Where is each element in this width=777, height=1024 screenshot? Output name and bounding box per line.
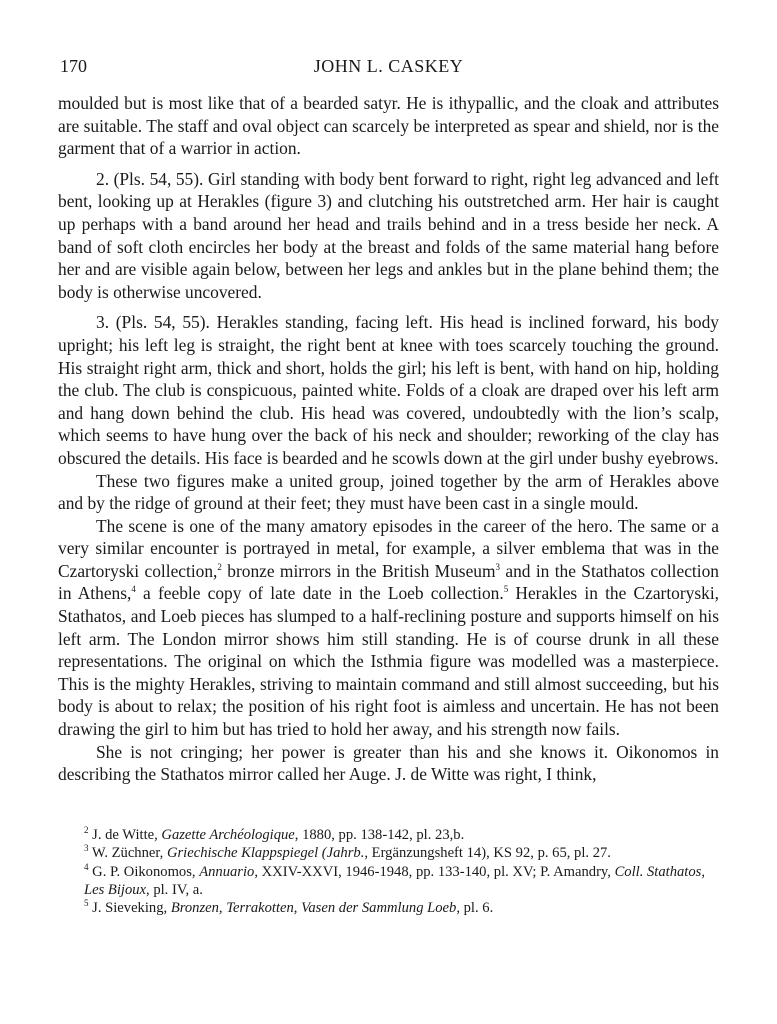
page-header	[58, 56, 719, 82]
footnote-title: Annuario	[199, 863, 255, 880]
footnote-ref-5[interactable]: 5	[503, 584, 509, 595]
footnote-4	[58, 863, 719, 900]
footnote-text: G. P. Oikonomos,	[92, 863, 200, 880]
footnote-text: J. de Witte,	[92, 826, 162, 843]
footnote-text: , XXIV-XXVI, 1946-1948, pp. 133-140, pl. XV; P. Amandry,	[254, 863, 615, 880]
footnote-title: Coll. Stathatos, Les Bijoux	[84, 863, 705, 899]
footnote-title: Bronzen, Terrakotten, Vasen der Sammlung Loeb	[170, 900, 457, 917]
footnote-mark: 4	[84, 861, 89, 872]
paragraph-5	[58, 515, 719, 741]
paragraph-2: 2. (Pls. 54, 55). Girl standing with body bent forward to right, right leg advanced and left bent, looking up at Herakles (figure 3) and clutching his outstretched arm. Her hair is caught up perhaps with a band around her head and trails behind and in a tress beside her neck. A band of soft cloth encircles her body at the breast and folds of the same material hang before her and are visible again below, between her legs and ankles but in the plane behind them; the body is otherwise uncovered.	[58, 168, 719, 302]
footnote-ref-2[interactable]: 2	[217, 562, 222, 573]
footnote-text: , pl. IV, a.	[146, 882, 203, 899]
footnote-mark: 3	[84, 843, 89, 854]
footnote-3	[58, 844, 719, 862]
running-head: JOHN L. CASKEY	[313, 56, 464, 76]
page	[58, 56, 719, 918]
paragraph-5-text: Herakles in the Czartoryski, Stathatos, and Loeb pieces has slumped to a half-reclining posture and supports himself on his left arm. The London mirror shows him still standing. He is of course drunk in all these representations. The original on which the Isthmia figure was modelled was a masterpiece. This is the mighty Herakles, striving to maintain command and still almost succeeding, but his body is about to relax; the position of his right foot is aimless and uncertain. He has not been drawing the girl to him but has tried to hold her away, and his strength now fails.	[58, 583, 720, 740]
footnote-ref-3[interactable]: 3	[495, 562, 501, 573]
paragraph-5-text: a feeble copy of late date in the Loeb collection.	[135, 583, 504, 604]
footnote-text: , Ergänzungsheft 14), KS 92, p. 65, pl. 27.	[364, 845, 611, 862]
paragraph-1: moulded but is most like that of a bearded satyr. He is ithypallic, and the cloak and attributes are suitable. The staff and oval object can scarcely be interpreted as spear and shield, nor is the garment that of a warrior in action.	[58, 93, 719, 159]
footnote-2	[58, 826, 719, 844]
footnote-mark: 2	[84, 824, 89, 835]
paragraph-5-text: and in the Stathatos collection in Athens,	[58, 560, 719, 604]
paragraph-4: These two figures make a united group, joined together by the arm of Herakles above and by the ridge of ground at their feet; they must have been cast in a single mould.	[58, 470, 719, 514]
footnote-text: , 1880, pp. 138-142, pl. 23,b.	[294, 826, 465, 843]
paragraph-5-text: bronze mirrors in the British Museum	[221, 560, 496, 581]
page-number: 170	[60, 56, 87, 76]
paragraph-5-text: The scene is one of the many amatory episodes in the career of the hero. The same or a very similar encounter is portrayed in metal, for example, a silver emblema that was in the Czartoryski collection,	[58, 515, 719, 581]
footnote-title: Griechische Klappspiegel (Jahrb.	[166, 845, 365, 862]
paragraph-6: She is not cringing; her power is greater than his and she knows it. Oikonomos in describing the Stathatos mirror called her Auge. J. de Witte was right, I think,	[58, 741, 719, 785]
footnote-5	[58, 899, 719, 917]
footnote-mark: 5	[84, 898, 89, 909]
footnote-text: , pl. 6.	[456, 900, 494, 917]
footnote-text: W. Züchner,	[91, 845, 167, 862]
footnotes	[58, 826, 719, 918]
footnote-ref-4[interactable]: 4	[131, 584, 136, 595]
footnote-text: J. Sieveking,	[92, 900, 171, 917]
body-text	[58, 92, 719, 786]
footnote-title: Gazette Archéologique	[161, 826, 295, 843]
paragraph-3: 3. (Pls. 54, 55). Herakles standing, facing left. His head is inclined forward, his body upright; his left leg is straight, the right bent at knee with toes scarcely touching the ground. His straight right arm, thick and short, holds the girl; his left is bent, with hand on hip, holding the club. The club is conspicuous, painted white. Folds of a cloak are draped over his left arm and hang down behind the club. His head was covered, undoubtedly with the lion’s scalp, which seems to have hung over the back of his neck and shoulder; reworking of the clay has obscured the details. His face is bearded and he scowls down at the girl under bushy eyebrows.	[58, 312, 719, 468]
